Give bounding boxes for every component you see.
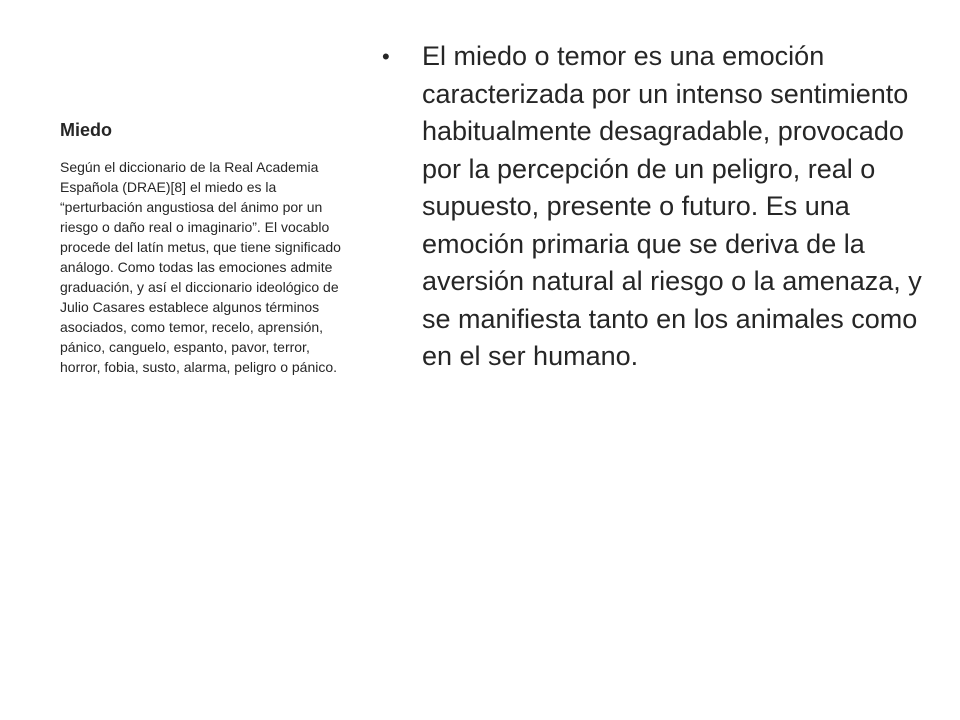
sidebar-panel bbox=[60, 117, 348, 377]
bullet-icon: • bbox=[382, 44, 390, 69]
sidebar-title: Miedo bbox=[60, 120, 112, 140]
content-panel bbox=[382, 38, 922, 376]
bullet-item bbox=[382, 38, 922, 376]
bullet-list bbox=[382, 38, 922, 376]
sidebar-body-text: Según el diccionario de la Real Academia Española (DRAE)[8] el miedo es la “perturbación angustiosa del ánimo por un riesgo o daño real o imaginario”. El vocablo procede del latín metus, que tiene significado análogo. Como todas las emociones admite graduación, y así el diccionario ideológico de Julio Casares establece algunos términos asociados, como temor, recelo, aprensión, pánico, canguelo, espanto, pavor, terror, horror, fobia, susto, alarma, peligro o pánico. bbox=[60, 159, 341, 375]
bullet-text: El miedo o temor es una emoción caracterizada por un intenso sentimiento habitualmente desagradable, provocado por la percepción de un peligro, real o supuesto, presente o futuro. Es una emoción primaria que se deriva de la aversión natural al riesgo o la amenaza, y se manifiesta tanto en los animales como en el ser humano. bbox=[422, 41, 922, 371]
